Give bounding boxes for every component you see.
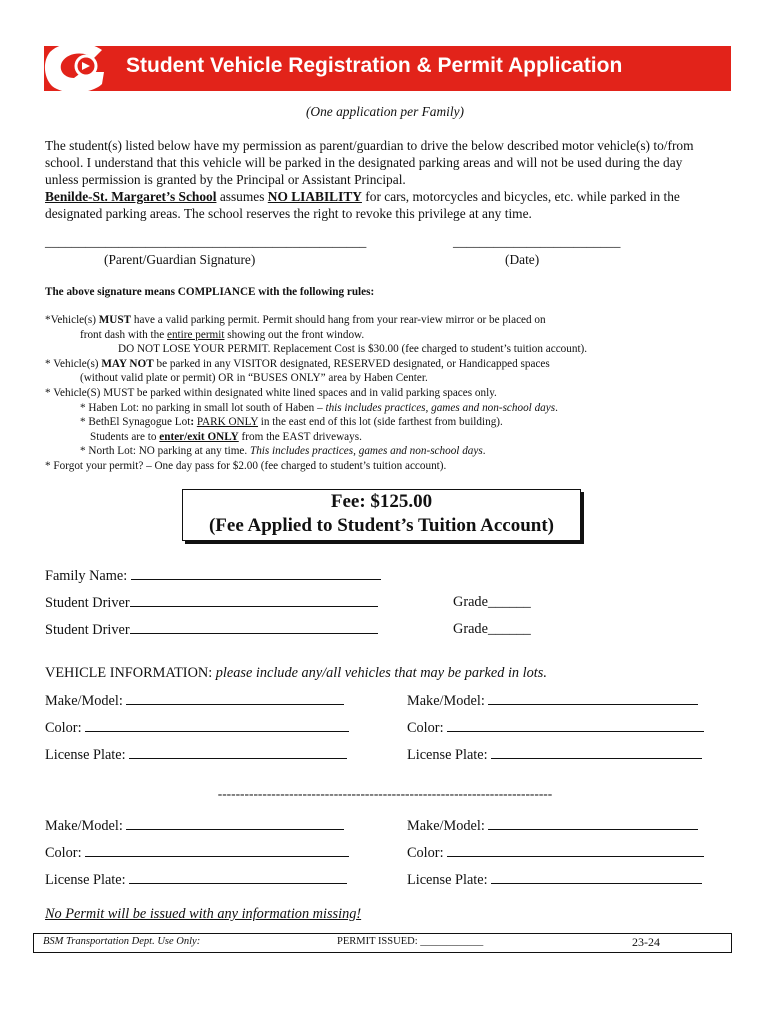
rule-text: * Vehicle(s) [45, 357, 102, 370]
license-plate-label: License Plate: [45, 747, 130, 763]
rule-text: from the EAST driveways. [238, 430, 362, 443]
permit-issued-field[interactable]: PERMIT ISSUED: ____________ [337, 936, 484, 947]
rule-item [45, 430, 587, 445]
make-model-field[interactable] [407, 692, 698, 710]
student-driver-input[interactable] [130, 621, 378, 634]
color-field[interactable] [45, 719, 349, 737]
page-title: Student Vehicle Registration & Permit Application [126, 54, 623, 77]
rule-text: * BethEl Synagogue Lot [80, 416, 191, 429]
fee-amount: Fee: $125.00 [330, 491, 433, 512]
rule-italic-text: This includes practices, games and non-school days [249, 445, 483, 458]
grade-label: Grade [453, 621, 488, 637]
intro-line: school. I understand that this vehicle will be parked in the designated parking areas and will not be used during the day [45, 155, 683, 170]
rule-item: * North Lot: NO parking at any time. This includes practices, games and non-school days. [80, 445, 486, 458]
rule-item: DO NOT LOSE YOUR PERMIT. Replacement Cost is $30.00 (fee charged to student’s tuition account). [118, 343, 588, 356]
license-plate-input[interactable] [491, 871, 702, 884]
intro-line: unless permission is granted by the Principal or Assistant Principal. [45, 172, 406, 187]
color-field[interactable] [407, 844, 704, 862]
rule-item [45, 415, 587, 430]
license-plate-field[interactable] [407, 746, 702, 764]
color-label: Color: [407, 845, 448, 861]
office-use-box [33, 933, 732, 953]
rule-text: in the east end of this lot (side farthest from building). [258, 416, 503, 429]
license-plate-field[interactable] [45, 871, 347, 889]
signature-label: (Parent/Guardian Signature) [104, 252, 256, 267]
student-driver-field[interactable] [45, 621, 378, 639]
fee-note: (Fee Applied to Student’s Tuition Account) [208, 515, 555, 536]
family-name-label: Family Name: [45, 568, 131, 584]
school-name: Benilde-St. Margaret’s School [45, 189, 217, 204]
make-model-field[interactable] [45, 817, 344, 835]
rule-item: * Haben Lot: no parking in small lot south of Haben – this includes practices, games and non-school days. [80, 401, 558, 414]
rule-text: showing out the front window. [224, 328, 365, 341]
license-plate-field[interactable] [45, 746, 347, 764]
color-input[interactable] [85, 844, 349, 857]
page-subtitle: (One application per Family) [305, 104, 465, 119]
separator: --------------------------------------------------------------------------- [217, 786, 553, 801]
vehicle-heading-note: please include any/all vehicles that may be parked in lots. [215, 665, 547, 681]
office-use-label: BSM Transportation Dept. Use Only: [43, 936, 201, 947]
rules-heading: The above signature means COMPLIANCE with the following rules: [45, 286, 375, 298]
intro-line: designated parking areas. The school reserves the right to revoke this privilege at any time. [45, 206, 532, 221]
rule-item [45, 357, 587, 372]
license-plate-field[interactable] [407, 871, 702, 889]
rule-item [45, 328, 587, 343]
family-name-field[interactable] [45, 567, 381, 585]
rule-text: *Vehicle(s) [45, 314, 99, 326]
make-model-input[interactable] [126, 817, 344, 830]
grade-input[interactable]: ______ [487, 594, 531, 610]
grade-field[interactable] [453, 621, 531, 638]
make-model-label: Make/Model: [407, 818, 489, 834]
student-driver-input[interactable] [130, 594, 378, 607]
liability-line [45, 188, 694, 205]
color-label: Color: [45, 720, 86, 736]
license-plate-input[interactable] [491, 746, 702, 759]
make-model-label: Make/Model: [45, 818, 127, 834]
school-year: 23-24 [632, 935, 660, 949]
rule-text: be parked in any VISITOR designated, RESERVED designated, or Handicapped spaces [153, 357, 550, 370]
park-only-text: PARK ONLY [196, 416, 258, 429]
rule-item [45, 313, 587, 328]
color-field[interactable] [45, 844, 349, 862]
rule-text: Students are to [90, 430, 160, 443]
rule-text: * North Lot: NO parking at any time. [80, 445, 250, 458]
make-model-label: Make/Model: [407, 693, 489, 709]
liability-text: assumes [216, 189, 268, 204]
make-model-input[interactable] [488, 692, 698, 705]
family-name-input[interactable] [131, 567, 381, 580]
make-model-field[interactable] [407, 817, 698, 835]
rule-text: * Haben Lot: no parking in small lot south of Haben – [80, 401, 326, 414]
vehicle-info-heading [45, 665, 547, 682]
enter-exit-text: enter/exit ONLY [159, 430, 239, 443]
color-field[interactable] [407, 719, 704, 737]
license-plate-input[interactable] [129, 871, 347, 884]
color-label: Color: [45, 845, 86, 861]
rule-text: front dash with the [80, 328, 167, 341]
intro-line: The student(s) listed below have my permission as parent/guardian to drive the below described motor vehicle(s) to/from [45, 138, 694, 153]
color-label: Color: [407, 720, 448, 736]
grade-field[interactable] [453, 594, 531, 611]
make-model-input[interactable] [488, 817, 698, 830]
make-model-field[interactable] [45, 692, 344, 710]
student-driver-field[interactable] [45, 594, 378, 612]
color-input[interactable] [85, 719, 349, 732]
date-line[interactable]: _________________________ [453, 234, 621, 249]
make-model-label: Make/Model: [45, 693, 127, 709]
missing-info-warning: No Permit will be issued with any information missing! [45, 906, 362, 922]
header-banner [44, 46, 731, 91]
color-input[interactable] [447, 844, 704, 857]
license-plate-label: License Plate: [407, 872, 492, 888]
rule-italic-text: this includes practices, games and non-school days [325, 401, 556, 414]
license-plate-input[interactable] [129, 746, 347, 759]
fee-box [182, 489, 581, 541]
vehicle-heading-text: VEHICLE INFORMATION: [45, 665, 216, 681]
rule-item: (without valid plate or permit) OR in “BUSES ONLY” area by Haben Center. [80, 372, 428, 385]
rule-text: : [190, 416, 197, 429]
intro-paragraph [45, 137, 694, 222]
rule-item: * Forgot your permit? – One day pass for $2.00 (fee charged to student’s tuition account). [45, 459, 447, 472]
grade-label: Grade [453, 594, 488, 610]
student-driver-label: Student Driver [45, 622, 130, 638]
entire-permit-text: entire permit [167, 328, 225, 341]
grade-input[interactable]: ______ [487, 621, 531, 637]
must-text: MUST [98, 314, 132, 326]
liability-text: for cars, motorcycles and bicycles, etc. while parked in the [361, 189, 680, 204]
school-logo-icon [42, 42, 132, 94]
rule-item: * Vehicle(S) MUST be parked within designated white lined spaces and in valid parking spaces only. [45, 386, 497, 399]
signature-line[interactable]: ________________________________________________ [45, 234, 367, 249]
make-model-input[interactable] [126, 692, 344, 705]
rule-text: have a valid parking permit. Permit should hang from your rear-view mirror or be placed on [131, 314, 546, 326]
no-liability-text: NO LIABILITY [267, 189, 362, 204]
rules-list [45, 313, 587, 474]
date-label: (Date) [505, 252, 540, 267]
student-driver-label: Student Driver [45, 595, 130, 611]
may-not-text: MAY NOT [101, 357, 154, 370]
license-plate-label: License Plate: [407, 747, 492, 763]
license-plate-label: License Plate: [45, 872, 130, 888]
color-input[interactable] [447, 719, 704, 732]
